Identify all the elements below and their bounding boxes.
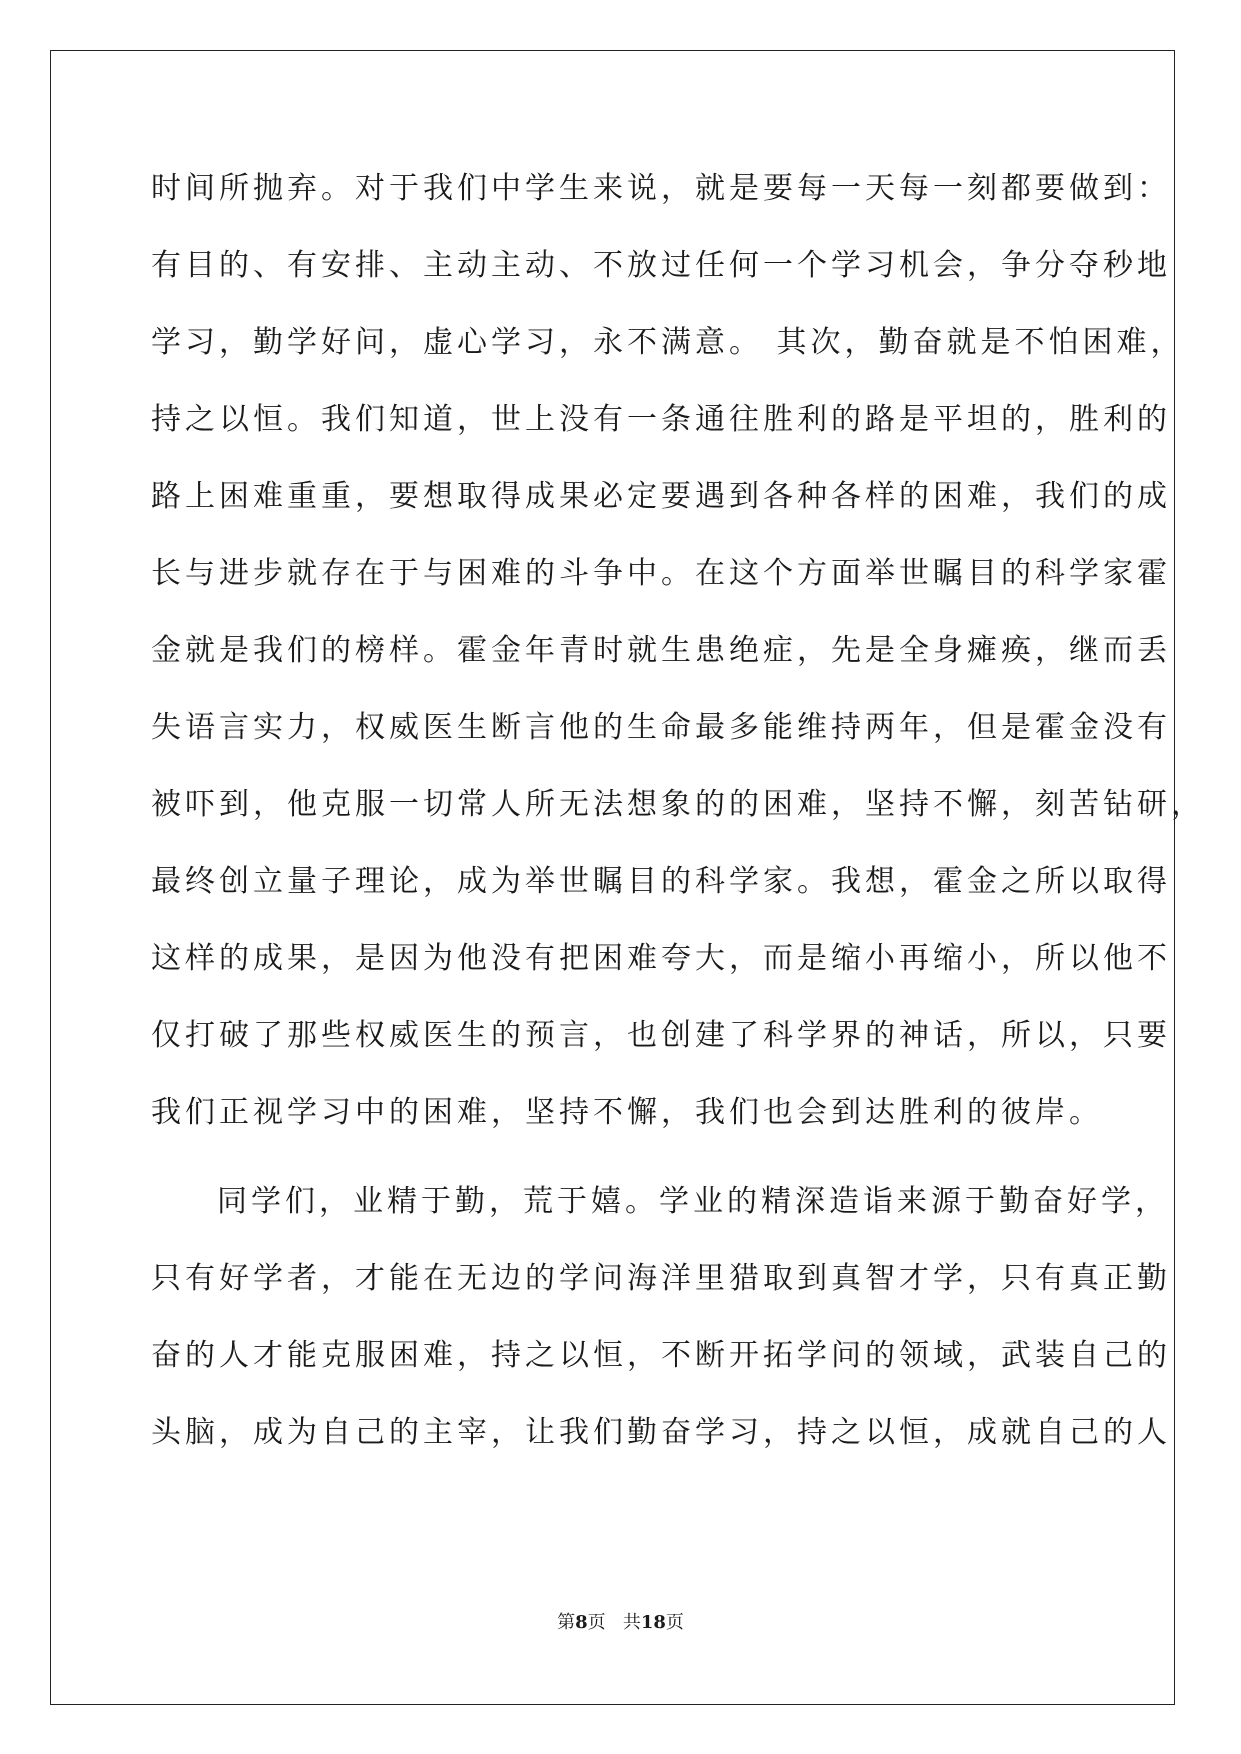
text-line: 这样的成果，是因为他没有把困难夸大，而是缩小再缩小，所以他不 bbox=[151, 941, 1171, 976]
total-prefix: 共 bbox=[622, 1612, 641, 1633]
page-current: 8 bbox=[575, 1612, 588, 1633]
text-line: 学习，勤学好问，虚心学习，永不满意。 其次，勤奋就是不怕困难， bbox=[151, 325, 1185, 360]
text-line: 持之以恒。我们知道，世上没有一条通往胜利的路是平坦的，胜利的 bbox=[151, 402, 1171, 437]
text-line: 金就是我们的榜样。霍金年青时就生患绝症，先是全身瘫痪，继而丢 bbox=[151, 633, 1171, 668]
text-line: 只有好学者，才能在无边的学问海洋里猎取到真智才学，只有真正勤 bbox=[151, 1261, 1171, 1296]
page-total: 18 bbox=[640, 1612, 666, 1633]
total-suffix: 页 bbox=[665, 1612, 684, 1633]
text-line: 被吓到，他克服一切常人所无法想象的的困难，坚持不懈，刻苦钻研， bbox=[151, 787, 1205, 822]
text-line: 我们正视学习中的困难，坚持不懈，我们也会到达胜利的彼岸。 bbox=[151, 1095, 1103, 1130]
text-line: 仅打破了那些权威医生的预言，也创建了科学界的神话，所以，只要 bbox=[151, 1018, 1171, 1053]
document-body bbox=[151, 150, 1205, 1471]
text-line: 路上困难重重，要想取得成果必定要遇到各种各样的困难，我们的成 bbox=[151, 479, 1171, 514]
text-line: 有目的、有安排、主动主动、不放过任何一个学习机会，争分夺秒地 bbox=[151, 248, 1171, 283]
text-line: 时间所抛弃。对于我们中学生来说，就是要每一天每一刻都要做到： bbox=[151, 171, 1171, 206]
page-prefix: 第 bbox=[557, 1612, 576, 1633]
text-line: 头脑，成为自己的主宰，让我们勤奋学习，持之以恒，成就自己的人 bbox=[151, 1415, 1171, 1450]
page-suffix: 页 bbox=[587, 1612, 606, 1633]
page-footer bbox=[0, 1608, 1241, 1634]
paragraph-start-line: 同学们，业精于勤，荒于嬉。学业的精深造诣来源于勤奋好学， bbox=[217, 1184, 1169, 1219]
text-line: 长与进步就存在于与困难的斗争中。在这个方面举世瞩目的科学家霍 bbox=[151, 556, 1171, 591]
text-line: 失语言实力，权威医生断言他的生命最多能维持两年，但是霍金没有 bbox=[151, 710, 1171, 745]
text-line: 奋的人才能克服困难，持之以恒，不断开拓学问的领域，武装自己的 bbox=[151, 1338, 1171, 1373]
text-line: 最终创立量子理论，成为举世瞩目的科学家。我想，霍金之所以取得 bbox=[151, 864, 1171, 899]
